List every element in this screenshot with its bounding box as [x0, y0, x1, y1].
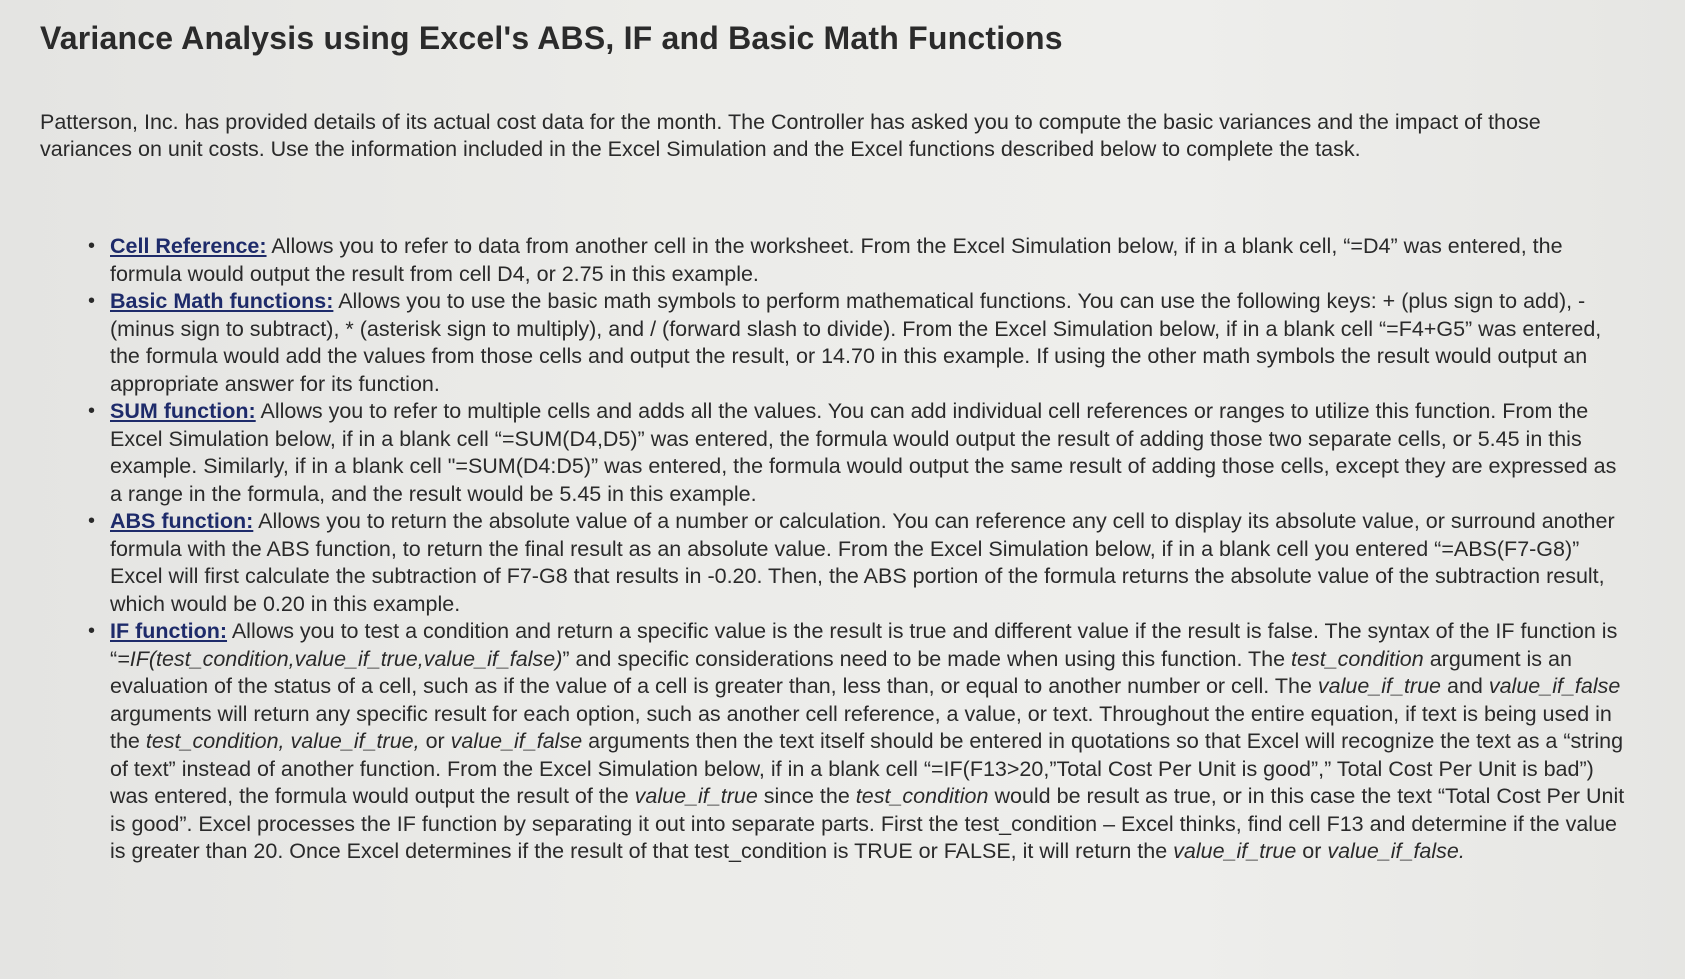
term-basic-math: Basic Math functions: [110, 289, 334, 313]
description-if-function [110, 619, 1624, 863]
bullet-icon: • [88, 235, 96, 257]
intro-paragraph: Patterson, Inc. has provided details of its actual cost data for the month. The Controller has asked you to compute the basic variances and the impact of those variances on unit costs. Use the information included in the Excel Simulation and the Excel functions described below to complete the task. [40, 110, 1541, 161]
term-sum-function: SUM function: [110, 399, 256, 423]
description-text: would be result as true, or in this case the text “Total Cost Per Unit is good”. Excel processes the IF function by separating it out into separate parts. First the test_condition – Excel thinks, find cell F13 and determine if the value is greater than 20. Once Excel determines if the result of that test_condition is TRUE or FALSE, it will return the [110, 784, 1625, 863]
argument-term: value_if_false [1488, 674, 1621, 698]
argument-term: test_condition [855, 784, 989, 808]
argument-term: test_condition, value_if_true, [145, 729, 420, 753]
description-text: since the [757, 784, 856, 808]
argument-term: value_if_true [634, 784, 758, 808]
bullet-icon: • [88, 620, 96, 642]
term-abs-function: ABS function: [110, 509, 254, 533]
description-text: and [1441, 674, 1489, 698]
list-item-basic-math [88, 288, 1630, 398]
argument-term: test_condition [1291, 646, 1424, 671]
description-text: ” and specific considerations need to be made when using this function. The [562, 646, 1292, 671]
list-item-sum-function [88, 398, 1630, 508]
argument-term: value_if_true [1317, 674, 1442, 698]
term-if-function: IF function: [110, 619, 228, 643]
argument-term: value_if_false. [1327, 839, 1465, 863]
description-text: Allows you to test a condition and return a specific value is the result is true and different value if the result is false. The syntax of the IF function is “ [110, 619, 1618, 671]
list-item-abs-function [88, 508, 1630, 618]
description-text: argument is an evaluation of the status of a cell, such as if the value of a cell is greater than, less than, or equal to another number or cell. The [110, 646, 1572, 698]
bullet-icon: • [88, 290, 96, 312]
description-text: or [419, 729, 451, 753]
term-cell-reference: Cell Reference: [110, 234, 267, 258]
description-basic-math: Allows you to use the basic math symbols to perform mathematical functions. You can use the following keys: + (plus sign to add), - (minus sign to subtract), * (asterisk sign to multiply), and / (forward slash to divide). From the Excel Simulation below, if in a blank cell “=F4+G5” was entered, the formula would add the values from those cells and output the result, or 14.70 in this example. If using the other math symbols the result would output an appropriate answer for its function. [110, 289, 1602, 396]
page-title: Variance Analysis using Excel's ABS, IF and Basic Math Functions [40, 20, 1063, 56]
description-cell-reference: Allows you to refer to data from another cell in the worksheet. From the Excel Simulation below, if in a blank cell, “=D4” was entered, the formula would output the result from cell D4, or 2.75 in this example. [110, 234, 1563, 286]
argument-term: value_if_false [450, 729, 583, 753]
list-item-cell-reference [88, 233, 1630, 288]
description-text: or [1296, 839, 1328, 863]
function-list [40, 233, 1625, 866]
bullet-icon: • [88, 400, 96, 422]
bullet-icon: • [88, 510, 96, 532]
argument-term: value_if_true [1173, 839, 1297, 863]
argument-term: =IF(test_condition,value_if_true,value_if_false) [117, 646, 563, 671]
description-text: arguments then the text itself should be entered in quotations so that Excel will recognize the text as a “string of text” instead of another function. From the Excel Simulation below, if in a blank cell “=IF(F13>20,”Total Cost Per Unit is good”,” Total Cost Per Unit is bad”) was entered, the formula would output the result of the [110, 729, 1624, 808]
description-abs-function: Allows you to return the absolute value of a number or calculation. You can reference any cell to display its absolute value, or surround another formula with the ABS function, to return the final result as an absolute value. From the Excel Simulation below, if in a blank cell you entered “=ABS(F7-G8)” Excel will first calculate the subtraction of F7-G8 that results in -0.20. Then, the ABS portion of the formula returns the absolute value of the subtraction result, which would be 0.20 in this example. [110, 509, 1615, 616]
list-item-if-function [88, 618, 1630, 866]
description-text: arguments will return any specific result for each option, such as another cell reference, a value, or text. Throughout the entire equation, if text is being used in the [110, 701, 1612, 753]
description-sum-function: Allows you to refer to multiple cells and adds all the values. You can add individual cell references or ranges to utilize this function. From the Excel Simulation below, if in a blank cell “=SUM(D4,D5)” was entered, the formula would output the result of adding those two separate cells, or 5.45 in this example. Similarly, if in a blank cell "=SUM(D4:D5)” was entered, the formula would output the same result of adding those cells, except they are expressed as a range in the formula, and the result would be 5.45 in this example. [110, 399, 1617, 506]
